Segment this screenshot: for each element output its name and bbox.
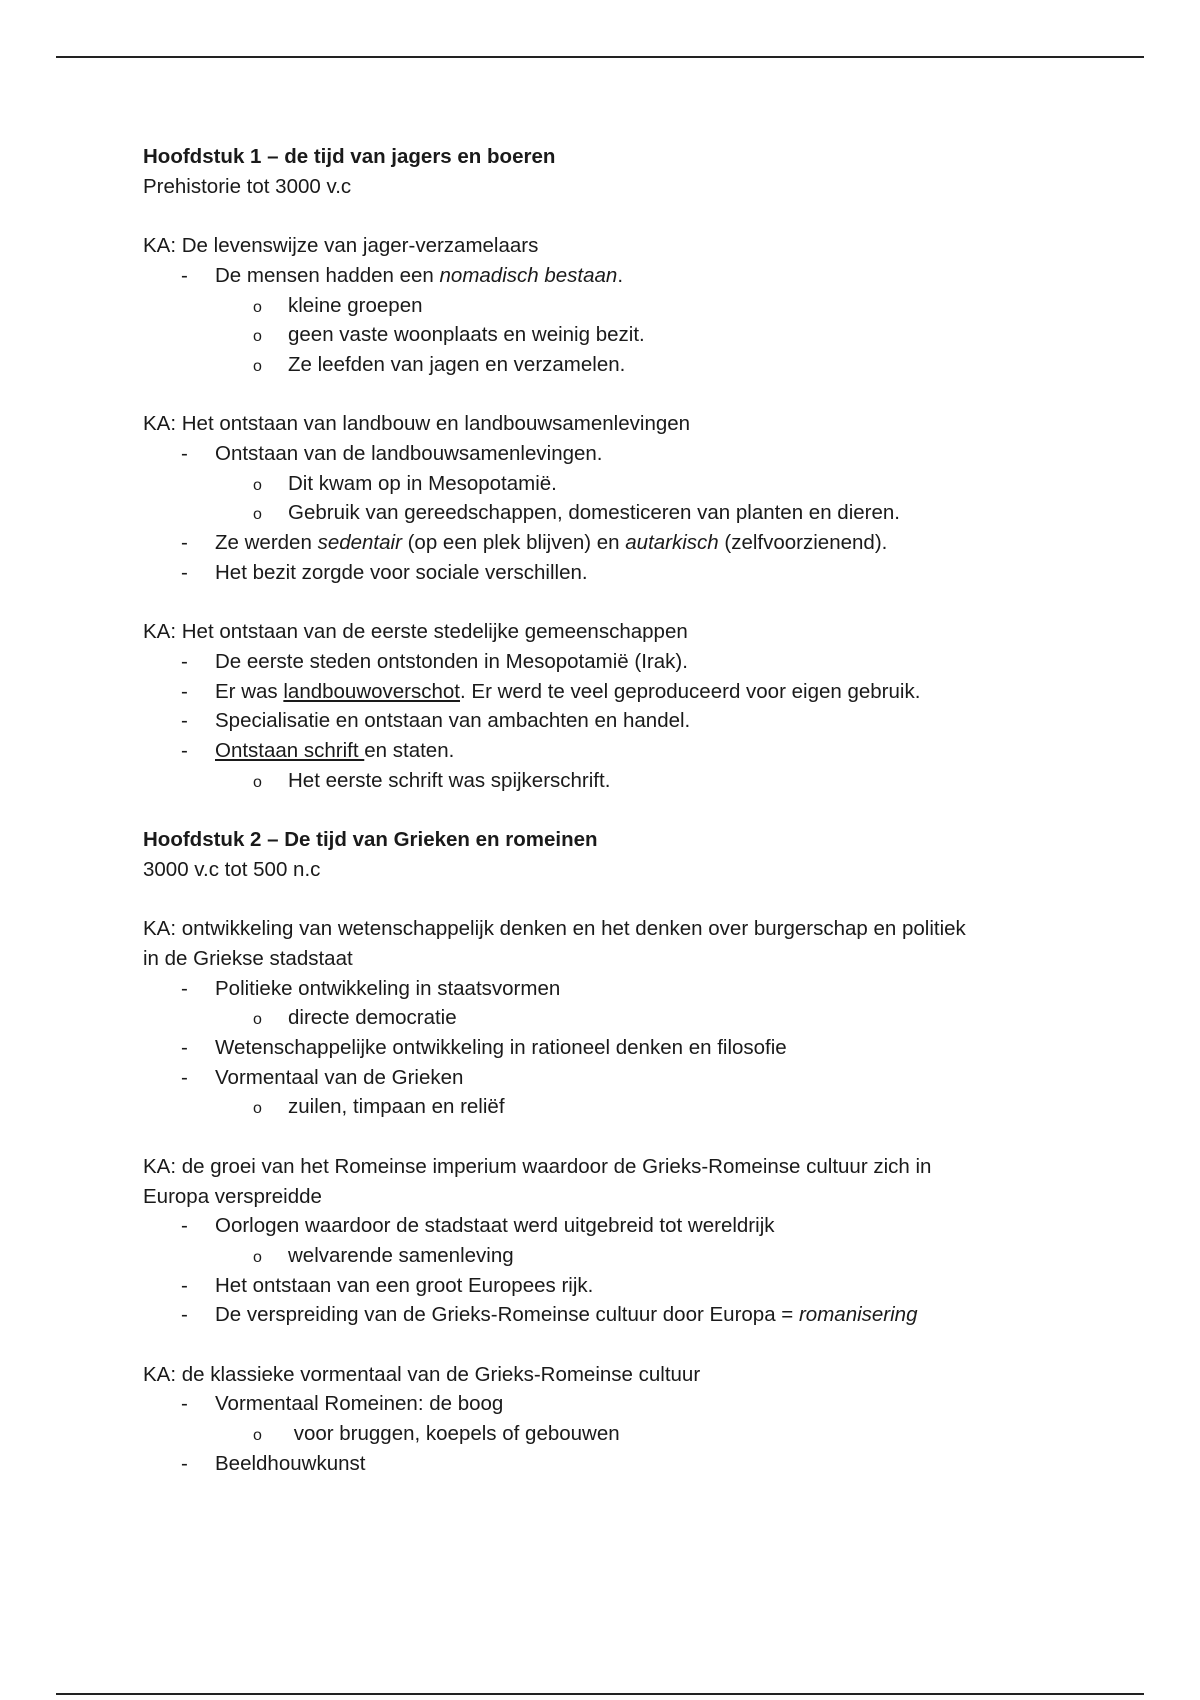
bullet-item: - Ze werden sedentair (op een plek blijven) en autarkisch (zelfvoorzienend).	[143, 528, 1063, 558]
bullet-item: - Wetenschappelijke ontwikkeling in rationeel denken en filosofie	[143, 1033, 1063, 1063]
section-heading-cont: Europa verspreidde	[143, 1184, 322, 1208]
bullet-item: - Ontstaan schrift en staten.	[143, 736, 1063, 766]
chapter-period: Prehistorie tot 3000 v.c	[143, 174, 352, 198]
section-heading: KA: de klassieke vormentaal van de Grieks-Romeinse cultuur	[143, 1362, 701, 1386]
bullet-item: - Oorlogen waardoor de stadstaat werd uitgebreid tot wereldrijk	[143, 1211, 1063, 1241]
bullet-item: - De mensen hadden een nomadisch bestaan.	[143, 261, 1063, 291]
sub-bullet-item: o welvarende samenleving	[143, 1241, 1063, 1271]
header-rule	[56, 56, 1144, 58]
sub-bullet-item: o voor bruggen, koepels of gebouwen	[143, 1419, 1063, 1449]
section-heading-cont: in de Griekse stadstaat	[143, 946, 353, 970]
chapter-title: Hoofdstuk 2 – De tijd van Grieken en romeinen	[143, 828, 598, 852]
sub-bullet-item: o Dit kwam op in Mesopotamië.	[143, 469, 1063, 499]
footer-rule	[56, 1693, 1144, 1695]
bullet-item: - Er was landbouwoverschot. Er werd te veel geproduceerd voor eigen gebruik.	[143, 677, 1063, 707]
section-heading: KA: ontwikkeling van wetenschappelijk denken en het denken over burgerschap en politiek	[143, 917, 966, 941]
bullet-item: - Ontstaan van de landbouwsamenlevingen.	[143, 439, 1063, 469]
section-heading: KA: Het ontstaan van landbouw en landbouwsamenlevingen	[143, 412, 691, 436]
sub-bullet-item: o Het eerste schrift was spijkerschrift.	[143, 766, 1063, 796]
document-body	[143, 142, 1063, 1479]
sub-bullet-item: o geen vaste woonplaats en weinig bezit.	[143, 320, 1063, 350]
bullet-item: - Vormentaal van de Grieken	[143, 1063, 1063, 1093]
bullet-item: - De eerste steden ontstonden in Mesopotamië (Irak).	[143, 647, 1063, 677]
bullet-item: - Specialisatie en ontstaan van ambachten en handel.	[143, 706, 1063, 736]
bullet-item: - Beeldhouwkunst	[143, 1449, 1063, 1479]
chapter-period: 3000 v.c tot 500 n.c	[143, 857, 321, 881]
section-heading: KA: de groei van het Romeinse imperium waardoor de Grieks-Romeinse cultuur zich in	[143, 1154, 932, 1178]
bullet-item: - De verspreiding van de Grieks-Romeinse cultuur door Europa = romanisering	[143, 1300, 1063, 1330]
bullet-item: - Vormentaal Romeinen: de boog	[143, 1389, 1063, 1419]
bullet-item: - Het bezit zorgde voor sociale verschillen.	[143, 558, 1063, 588]
section-heading: KA: De levenswijze van jager-verzamelaars	[143, 234, 539, 258]
chapter-title: Hoofdstuk 1 – de tijd van jagers en boeren	[143, 145, 556, 168]
section-heading: KA: Het ontstaan van de eerste stedelijke gemeenschappen	[143, 620, 688, 644]
bullet-item: - Politieke ontwikkeling in staatsvormen	[143, 974, 1063, 1004]
sub-bullet-item: o Ze leefden van jagen en verzamelen.	[143, 350, 1063, 380]
sub-bullet-item: o kleine groepen	[143, 291, 1063, 321]
bullet-item: - Het ontstaan van een groot Europees rijk.	[143, 1271, 1063, 1301]
sub-bullet-item: o directe democratie	[143, 1003, 1063, 1033]
sub-bullet-item: o zuilen, timpaan en reliëf	[143, 1092, 1063, 1122]
sub-bullet-item: o Gebruik van gereedschappen, domesticeren van planten en dieren.	[143, 498, 1063, 528]
